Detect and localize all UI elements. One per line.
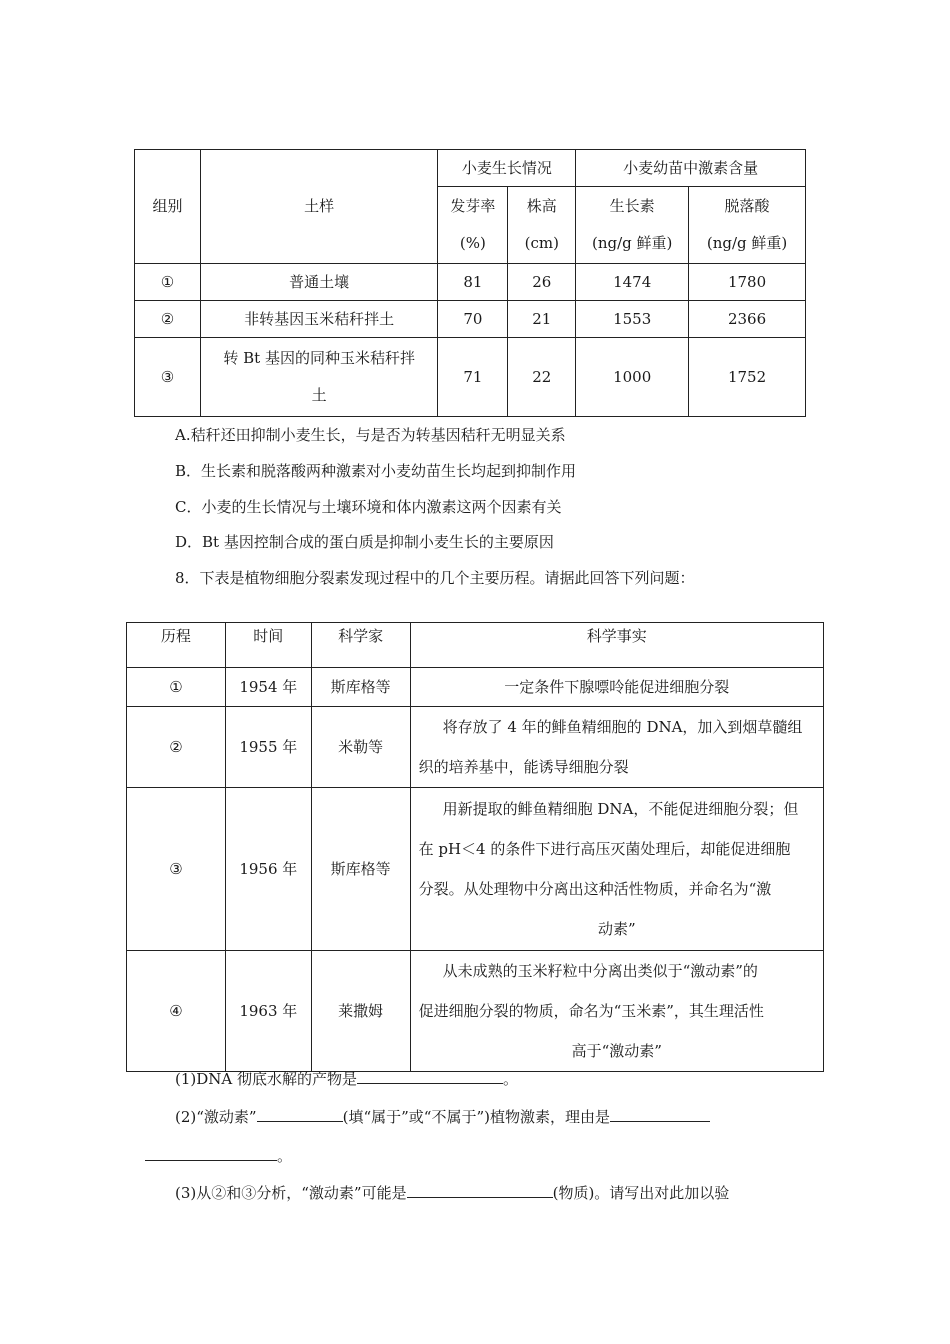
header-germ-rate: 发芽率 (%) <box>438 187 508 264</box>
answer-blank-1[interactable] <box>357 1069 503 1084</box>
option-b: B．生长素和脱落酸两种激素对小麦幼苗生长均起到抑制作用 <box>175 462 577 480</box>
table-row: ③ 转 Bt 基因的同种玉米秸秆拌 土 71 22 1000 1752 <box>135 338 806 417</box>
table-row: ④ 1963 年 莱撒姆 从未成熟的玉米籽粒中分离出类似于“激动素”的 促进细胞分裂的物质，命名为“玉米素”，其生理活性 高于“激动素” <box>127 951 824 1072</box>
header-height: 株高 (cm) <box>508 187 576 264</box>
soil-experiment-table <box>134 149 806 417</box>
header-scientist: 科学家 <box>311 623 410 668</box>
table-row: ② 1955 年 米勒等 将存放了 4 年的鲱鱼精细胞的 DNA，加入到烟草髓组 织的培养基中，能诱导细胞分裂 <box>127 707 824 788</box>
question-3: (3)从②和③分析，“激动素”可能是 (物质)。请写出对此加以验 <box>175 1184 730 1202</box>
header-aba: 脱落酸 (ng/g 鲜重) <box>689 187 806 264</box>
question-2-cont: 。 <box>145 1145 292 1166</box>
option-a: A.秸秆还田抑制小麦生长，与是否为转基因秸秆无明显关系 <box>175 426 566 444</box>
cytokinin-history-table <box>126 622 824 1072</box>
table-row: ③ 1956 年 斯库格等 用新提取的鲱鱼精细胞 DNA，不能促进细胞分裂；但 在 pH＜4 的条件下进行高压灭菌处理后，却能促进细胞 分裂。从处理物中分离出这种活性物质，并命名为“激 动素” <box>127 788 824 951</box>
option-d: D．Bt 基因控制合成的蛋白质是抑制小麦生长的主要原因 <box>175 533 554 551</box>
header-growth: 小麦生长情况 <box>438 150 576 187</box>
answer-blank-2b[interactable] <box>610 1107 710 1122</box>
answer-blank-2c[interactable] <box>145 1146 277 1161</box>
header-stage: 历程 <box>127 623 226 668</box>
table-row: ② 非转基因玉米秸秆拌土 70 21 1553 2366 <box>135 301 806 338</box>
header-fact: 科学事实 <box>410 623 823 668</box>
header-group: 组别 <box>135 150 201 264</box>
header-auxin: 生长素 (ng/g 鲜重) <box>576 187 689 264</box>
table-row: ① 1954 年 斯库格等 一定条件下腺嘌呤能促进细胞分裂 <box>127 668 824 707</box>
answer-blank-3[interactable] <box>407 1183 553 1198</box>
question-2: (2)“激动素” (填“属于”或“不属于”)植物激素，理由是 <box>175 1106 710 1127</box>
question-8-stem: 8．下表是植物细胞分裂素发现过程中的几个主要历程。请据此回答下列问题： <box>175 569 695 587</box>
header-time: 时间 <box>225 623 311 668</box>
question-1: (1)DNA 彻底水解的产物是 。 <box>175 1070 519 1088</box>
header-soil: 土样 <box>200 150 438 264</box>
table-row: ① 普通土壤 81 26 1474 1780 <box>135 264 806 301</box>
answer-blank-2a[interactable] <box>257 1107 343 1122</box>
header-hormone: 小麦幼苗中激素含量 <box>576 150 806 187</box>
option-c: C．小麦的生长情况与土壤环境和体内激素这两个因素有关 <box>175 498 562 516</box>
